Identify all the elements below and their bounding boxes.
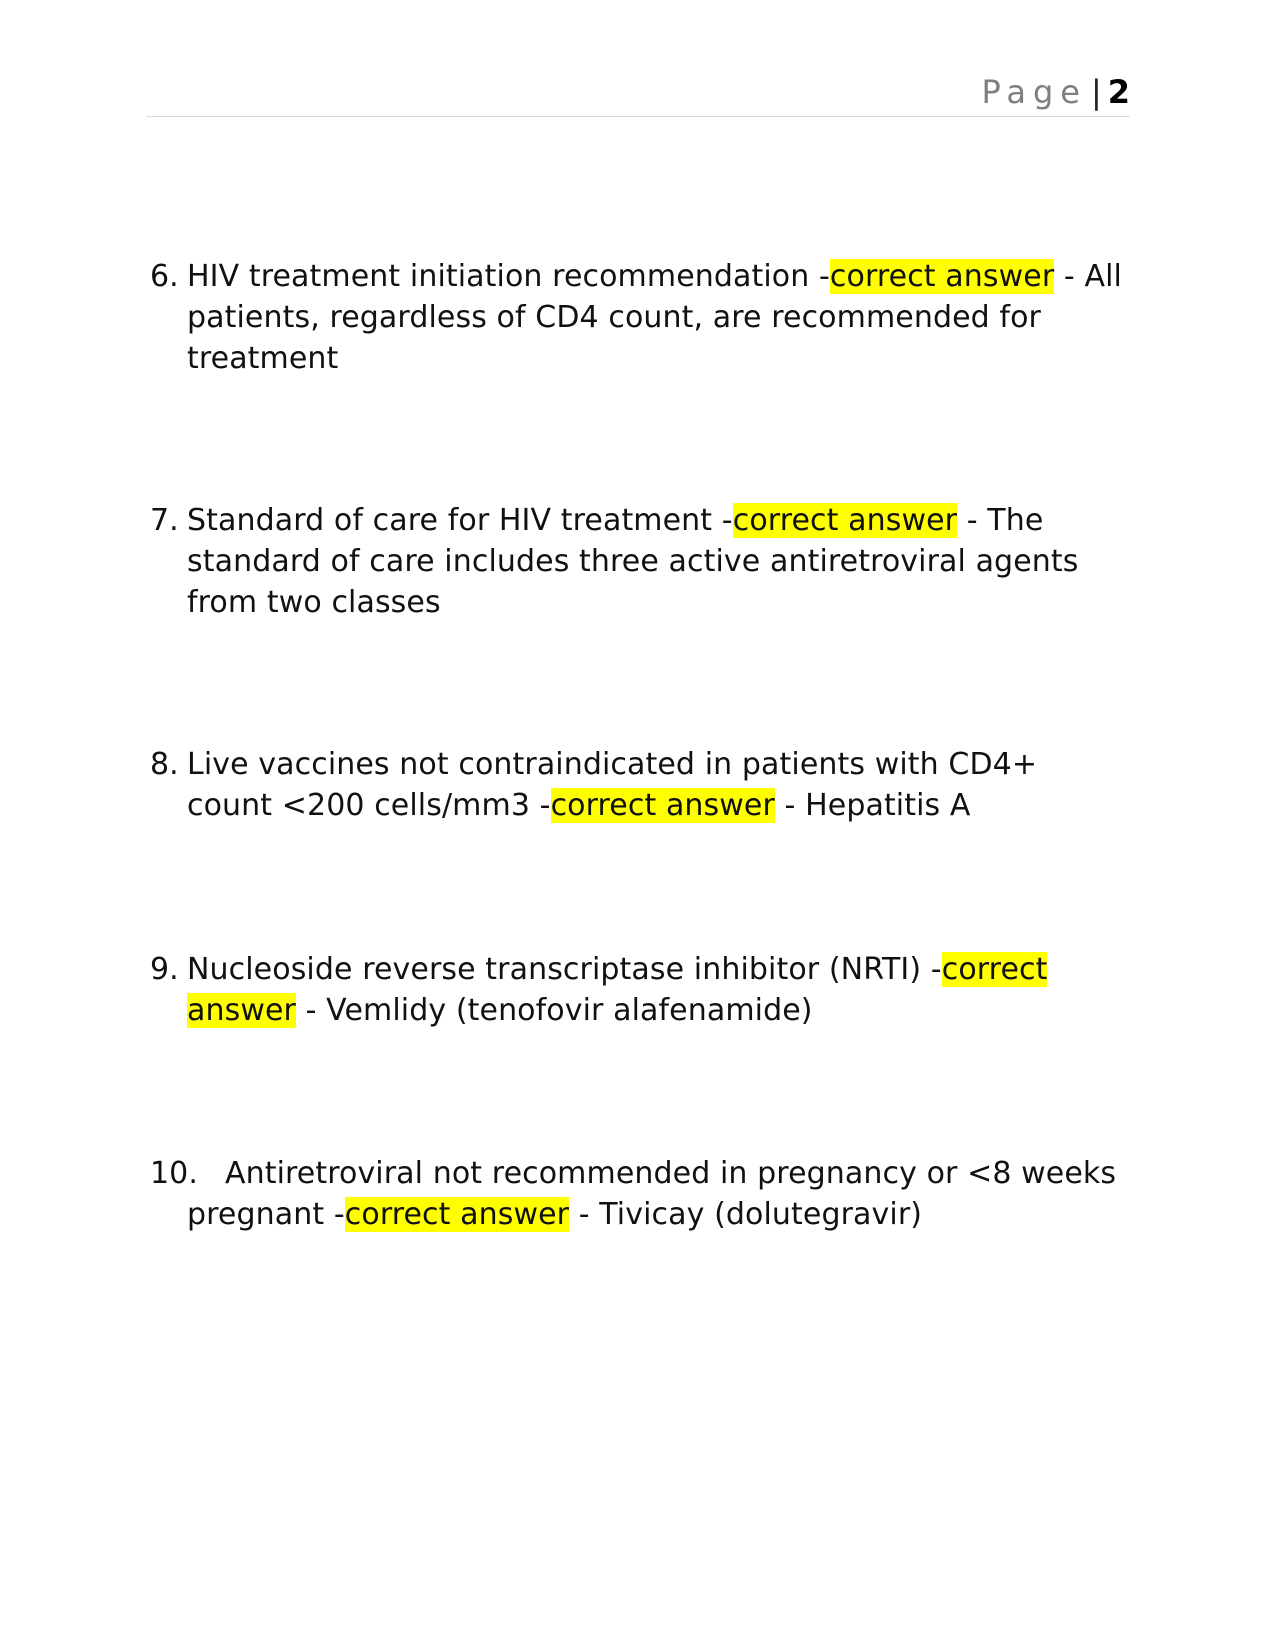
- item-number: 6.: [150, 259, 179, 294]
- qa-item-10: [150, 1153, 1130, 1235]
- page-word: Page: [981, 73, 1087, 111]
- item-question: Standard of care for HIV treatment -: [187, 503, 733, 538]
- item-number: 8.: [150, 747, 179, 782]
- page-number: 2: [1107, 73, 1130, 111]
- item-question: Nucleoside reverse transcriptase inhibitor (NRTI) -: [187, 952, 942, 987]
- answer-highlight: correct answer: [732, 503, 958, 538]
- item-question: Antiretroviral not recommended in pregnancy or <8 weeks pregnant -: [187, 1156, 1117, 1232]
- page-number-label: [981, 74, 1130, 110]
- item-question: HIV treatment initiation recommendation -: [187, 259, 830, 294]
- answer-highlight: correct answer: [344, 1197, 570, 1232]
- item-text: [187, 949, 1130, 1031]
- item-text: [187, 1153, 1130, 1235]
- item-text: [187, 744, 1130, 826]
- qa-item-8: [150, 744, 1130, 826]
- answer-highlight: correct answer: [187, 952, 1048, 1028]
- answer-highlight: correct answer: [550, 788, 775, 823]
- item-text: [187, 500, 1130, 623]
- qa-item-9: [150, 949, 1130, 1031]
- item-number: 10.: [150, 1156, 199, 1191]
- item-answer: - Hepatitis A: [774, 788, 971, 823]
- item-number: 7.: [150, 503, 179, 538]
- item-question: Live vaccines not contraindicated in patients with CD4+ count <200 cells/mm3 -: [187, 747, 1038, 823]
- item-number: 9.: [150, 952, 179, 987]
- item-text: [187, 256, 1130, 379]
- qa-item-7: [150, 500, 1130, 623]
- item-answer: - Vemlidy (tenofovir alafenamide): [295, 993, 813, 1028]
- page-separator: |: [1090, 73, 1102, 111]
- answer-highlight: correct answer: [829, 259, 1055, 294]
- item-answer: - All patients, regardless of CD4 count, are recommended for treatment: [187, 259, 1122, 376]
- item-answer: - Tivicay (dolutegravir): [569, 1197, 923, 1232]
- page-header: [146, 70, 1130, 117]
- item-answer: - The standard of care includes three active antiretroviral agents from two classes: [187, 503, 1079, 620]
- qa-item-6: [150, 256, 1130, 379]
